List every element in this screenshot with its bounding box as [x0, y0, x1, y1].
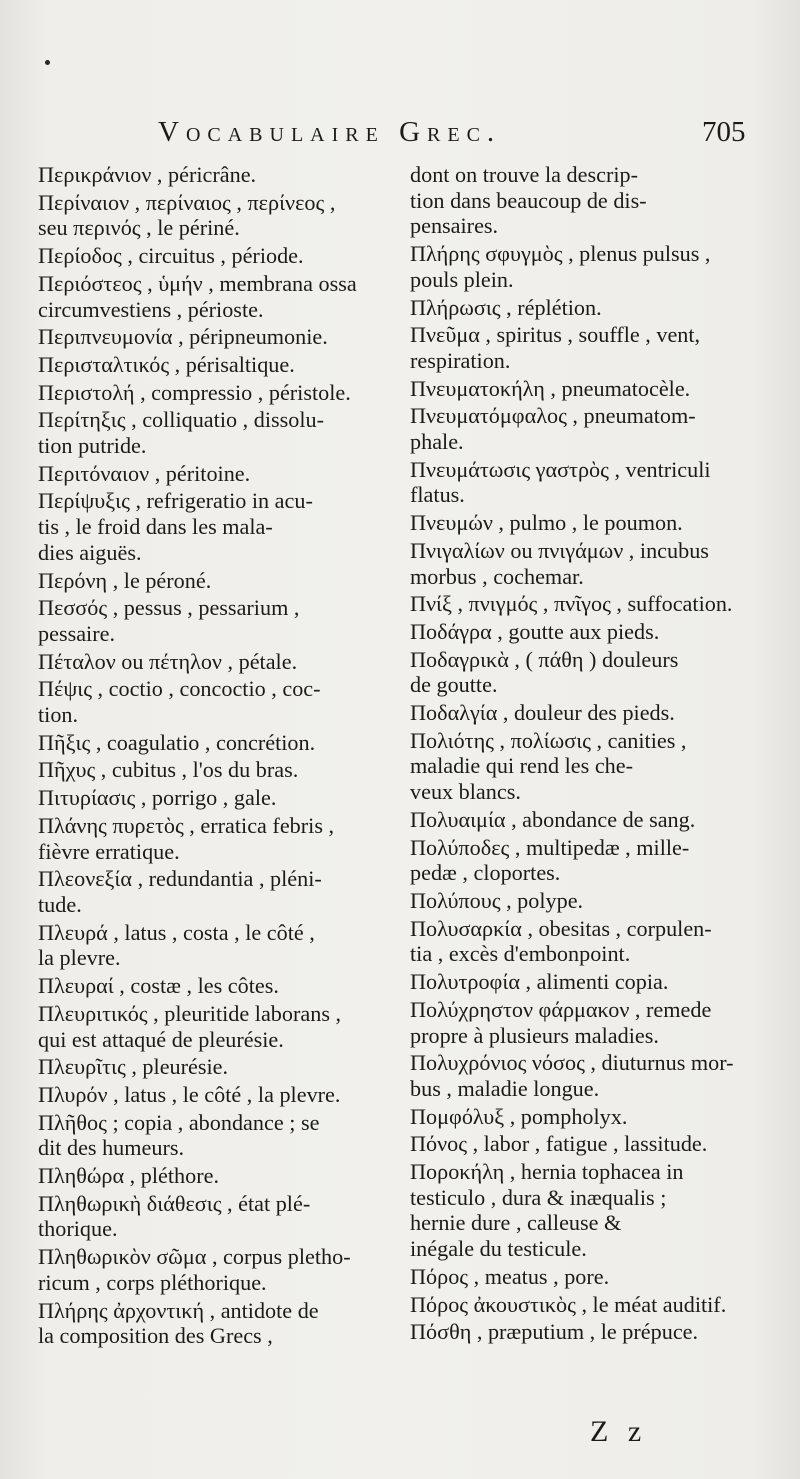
- dictionary-entry: [410, 647, 790, 698]
- entry-line: Ποδαγρικὰ , ( πάθη ) douleurs: [410, 646, 679, 672]
- signature-mark: Z z: [590, 1415, 648, 1448]
- ink-speck: [45, 60, 50, 65]
- entry-line: Πολιότης , πολίωσις , canities ,: [410, 727, 687, 753]
- dictionary-entry: [410, 728, 790, 805]
- entry-line: Πνευμών , pulmo , le poumon.: [410, 510, 683, 536]
- entry-line: Περισταλτικός , périsaltique.: [38, 351, 295, 377]
- entry-line: tion dans beaucoup de dis-: [410, 187, 647, 213]
- page-number: 705: [702, 116, 746, 148]
- dictionary-entry: [38, 1244, 398, 1295]
- dictionary-entry: [410, 888, 790, 914]
- entry-line: Πολύποδες , multipedæ , mille-: [410, 834, 690, 860]
- dictionary-entry: [410, 700, 790, 726]
- dictionary-entry: [38, 920, 398, 971]
- entry-line: Πλήρης σφυγμὸς , plenus pulsus ,: [410, 241, 711, 267]
- entry-line: Περιπνευμονία , péripneumonie.: [38, 324, 328, 350]
- left-column: [38, 162, 398, 1351]
- entry-line: Πληθωρικὸν σῶμα , corpus pletho-: [38, 1244, 351, 1270]
- entry-line: Περίοδος , circuitus , période.: [38, 243, 304, 269]
- entry-line: Πλήρης ἀρχοντική , antidote de: [38, 1297, 319, 1323]
- entry-line: Περιόστεος , ὑμήν , membrana ossa: [38, 270, 357, 296]
- entry-line: veux blancs.: [410, 779, 521, 805]
- entry-line: de goutte.: [410, 672, 498, 698]
- entry-line: la composition des Grecs ,: [38, 1323, 273, 1349]
- dictionary-entry: [38, 1082, 398, 1108]
- entry-line: Πέταλον ou πέτηλον , pétale.: [38, 648, 298, 674]
- dictionary-entry: [38, 1110, 398, 1161]
- entry-line: Πλυρόν , latus , le côté , la plevre.: [38, 1081, 341, 1107]
- dictionary-entry: [38, 649, 398, 675]
- entry-line: Πολυτροφία , alimenti copia.: [410, 969, 669, 995]
- dictionary-entry: [410, 1264, 790, 1290]
- dictionary-entry: [38, 866, 398, 917]
- entry-line: thorique.: [38, 1216, 118, 1242]
- page-header: [0, 112, 800, 152]
- dictionary-entry: [410, 1050, 790, 1101]
- dictionary-entry: [410, 162, 790, 239]
- dictionary-entry: [38, 380, 398, 406]
- dictionary-entry: [410, 1159, 790, 1262]
- entry-line: dies aiguës.: [38, 539, 142, 565]
- dictionary-entry: [410, 1319, 790, 1345]
- entry-line: Περιτόναιον , péritoine.: [38, 460, 251, 486]
- dictionary-entry: [38, 407, 398, 458]
- entry-line: Πομφόλυξ , pompholyx.: [410, 1103, 628, 1129]
- dictionary-entry: [410, 322, 790, 373]
- dictionary-entry: [38, 190, 398, 241]
- entry-line: fièvre erratique.: [38, 838, 180, 864]
- dictionary-entry: [38, 461, 398, 487]
- dictionary-entry: [38, 813, 398, 864]
- entry-line: seu περινός , le périné.: [38, 215, 240, 241]
- entry-line: Πνίξ , πνιγμός , πνῖγος , suffocation.: [410, 591, 733, 617]
- dictionary-entry: [38, 1054, 398, 1080]
- entry-line: Πνευματοκήλη , pneumatocèle.: [410, 375, 691, 401]
- entry-line: pedæ , cloportes.: [410, 860, 561, 886]
- entry-line: hernie dure , calleuse &: [410, 1210, 622, 1236]
- dictionary-entry: [38, 324, 398, 350]
- entry-line: Πνευματόμφαλος , pneumatom-: [410, 403, 696, 429]
- dictionary-entry: [38, 488, 398, 565]
- entry-line: Πνεῦμα , spiritus , souffle , vent,: [410, 322, 701, 348]
- dictionary-entry: [410, 969, 790, 995]
- entry-line: respiration.: [410, 347, 511, 373]
- entry-line: Πιτυρίασις , porrigo , gale.: [38, 785, 277, 811]
- dictionary-entry: [38, 243, 398, 269]
- entry-line: Πόνος , labor , fatigue , lassitude.: [410, 1131, 708, 1157]
- entry-line: tis , le froid dans les mala-: [38, 514, 273, 540]
- dictionary-entry: [410, 807, 790, 833]
- entry-line: dit des humeurs.: [38, 1135, 185, 1161]
- entry-line: tion putride.: [38, 433, 147, 459]
- dictionary-entry: [38, 676, 398, 727]
- dictionary-entry: [410, 457, 790, 508]
- entry-line: Περίτηξις , colliquatio , dissolu-: [38, 407, 324, 433]
- dictionary-entry: [410, 619, 790, 645]
- entry-line: phale.: [410, 429, 464, 455]
- running-title: Vocabulaire Grec.: [158, 116, 502, 148]
- entry-line: Πῆξις , coagulatio , concrétion.: [38, 729, 316, 755]
- entry-line: Πλάνης πυρετὸς , erratica febris ,: [38, 812, 335, 838]
- entry-line: qui est attaqué de pleurésie.: [38, 1026, 284, 1052]
- entry-line: Πόρος ἀκουστικὸς , le méat auditif.: [410, 1291, 727, 1317]
- entry-line: Περίψυξις , refrigeratio in acu-: [38, 488, 313, 514]
- entry-line: Πολυσαρκία , obesitas , corpulen-: [410, 915, 712, 941]
- dictionary-entry: [38, 1001, 398, 1052]
- entry-line: Περίναιον , περίναιος , περίνεος ,: [38, 189, 336, 215]
- entry-line: Ποδάγρα , goutte aux pieds.: [410, 618, 660, 644]
- dictionary-entry: [410, 1131, 790, 1157]
- entry-line: Περόνη , le péroné.: [38, 567, 212, 593]
- dictionary-entry: [38, 1191, 398, 1242]
- entry-line: pouls plein.: [410, 266, 514, 292]
- entry-line: Ποδαλγία , douleur des pieds.: [410, 700, 675, 726]
- entry-line: Πολύχρηστον φάρμακον , remede: [410, 996, 712, 1022]
- entry-line: inégale du testicule.: [410, 1236, 587, 1262]
- entry-line: Περιστολή , compressio , péristole.: [38, 379, 351, 405]
- dictionary-entry: [38, 352, 398, 378]
- entry-line: Πλήρωσις , réplétion.: [410, 294, 602, 320]
- entry-line: Πεσσός , pessus , pessarium ,: [38, 595, 300, 621]
- dictionary-entry: [38, 757, 398, 783]
- entry-line: Πέψις , coctio , concoctio , coc-: [38, 676, 321, 702]
- entry-line: ricum , corps pléthorique.: [38, 1269, 267, 1295]
- entry-line: Πλεονεξία , redundantia , pléni-: [38, 866, 322, 892]
- entry-line: Πλευρῖτις , pleurésie.: [38, 1054, 229, 1080]
- entry-line: pensaires.: [410, 213, 499, 239]
- entry-line: tion.: [38, 702, 79, 728]
- entry-line: Πληθώρα , pléthore.: [38, 1163, 219, 1189]
- dictionary-entry: [410, 538, 790, 589]
- entry-line: Περικράνιον , péricrâne.: [38, 162, 257, 187]
- dictionary-entry: [410, 241, 790, 292]
- entry-line: tia , excès d'embonpoint.: [410, 941, 631, 967]
- entry-line: Πλευριτικός , pleuritide laborans ,: [38, 1000, 342, 1026]
- dictionary-entry: [410, 591, 790, 617]
- dictionary-entry: [38, 162, 398, 188]
- dictionary-entry: [38, 1163, 398, 1189]
- entry-line: flatus.: [410, 482, 465, 508]
- entry-line: Πολυαιμία , abondance de sang.: [410, 806, 696, 832]
- entry-line: Πόσθη , præputium , le prépuce.: [410, 1319, 699, 1345]
- entry-line: Πλευραί , costæ , les côtes.: [38, 973, 279, 999]
- right-column: [410, 162, 790, 1347]
- dictionary-entry: [410, 916, 790, 967]
- dictionary-entry: [38, 595, 398, 646]
- entry-line: Πνευμάτωσις γαστρὸς , ventriculi: [410, 456, 711, 482]
- entry-line: pessaire.: [38, 620, 116, 646]
- dictionary-entry: [410, 403, 790, 454]
- entry-line: Ποροκήλη , hernia tophacea in: [410, 1159, 684, 1185]
- entry-line: Πνιγαλίων ou πνιγάμων , incubus: [410, 537, 709, 563]
- dictionary-entry: [38, 271, 398, 322]
- entry-line: Πολύπους , polype.: [410, 887, 584, 913]
- entry-line: Πόρος , meatus , pore.: [410, 1263, 610, 1289]
- dictionary-entry: [410, 376, 790, 402]
- dictionary-entry: [38, 568, 398, 594]
- entry-line: testiculo , dura & inæqualis ;: [410, 1184, 667, 1210]
- entry-line: maladie qui rend les che-: [410, 753, 634, 779]
- entry-line: bus , maladie longue.: [410, 1075, 600, 1101]
- entry-line: tude.: [38, 891, 82, 917]
- dictionary-entry: [410, 1292, 790, 1318]
- entry-line: Πλευρά , latus , costa , le côté ,: [38, 919, 315, 945]
- dictionary-entry: [410, 1104, 790, 1130]
- entry-line: dont on trouve la descrip-: [410, 162, 638, 187]
- dictionary-entry: [38, 1298, 398, 1349]
- entry-line: la plevre.: [38, 945, 121, 971]
- entry-line: propre à plusieurs maladies.: [410, 1022, 659, 1048]
- entry-line: Πολυχρόνιος νόσος , diuturnus mor-: [410, 1050, 734, 1076]
- entry-line: Πῆχυς , cubitus , l'os du bras.: [38, 757, 299, 783]
- entry-line: Πλῆθος ; copia , abondance ; se: [38, 1109, 320, 1135]
- entry-line: circumvestiens , périoste.: [38, 296, 264, 322]
- dictionary-entry: [410, 835, 790, 886]
- dictionary-entry: [38, 973, 398, 999]
- dictionary-entry: [38, 730, 398, 756]
- dictionary-entry: [410, 295, 790, 321]
- entry-line: morbus , cochemar.: [410, 563, 584, 589]
- dictionary-entry: [38, 785, 398, 811]
- dictionary-entry: [410, 510, 790, 536]
- entry-line: Πληθωρικὴ διάθεσις , état plé-: [38, 1190, 311, 1216]
- dictionary-entry: [410, 997, 790, 1048]
